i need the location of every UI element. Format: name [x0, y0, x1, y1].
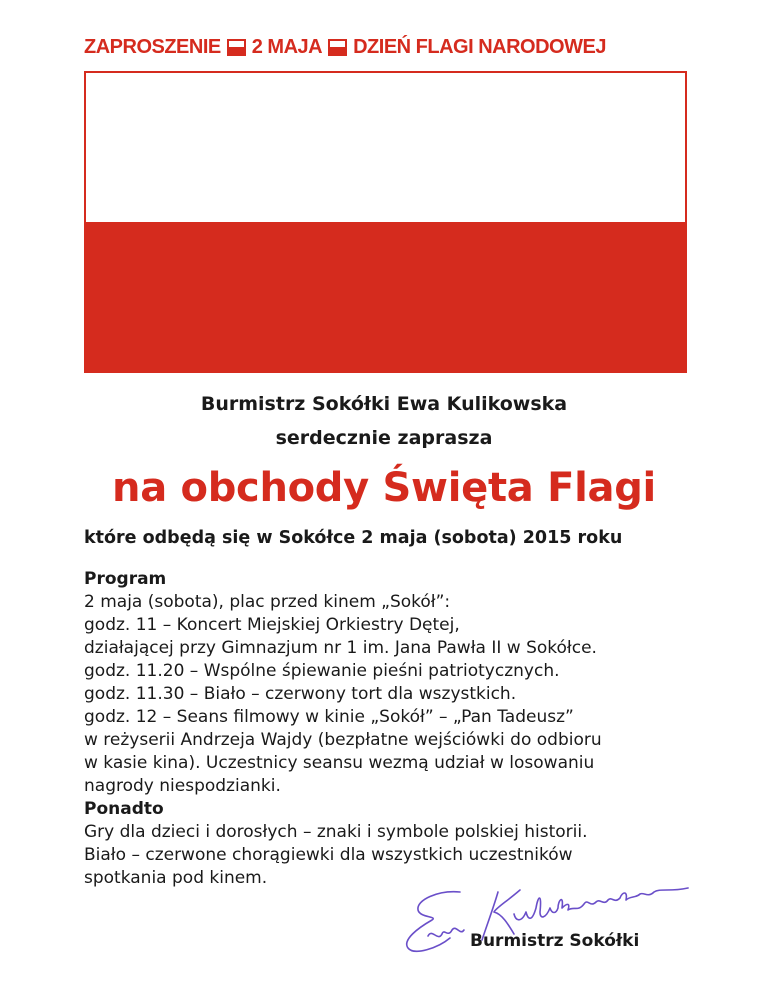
- program-line: działającej przy Gimnazjum nr 1 im. Jana Pawła II w Sokółce.: [84, 638, 597, 658]
- program-line: godz. 11 – Koncert Miejskiej Orkiestry Dętej,: [84, 615, 460, 635]
- flag-icon: [227, 39, 246, 56]
- program-line: godz. 11.30 – Biało – czerwony tort dla wszystkich.: [84, 684, 517, 704]
- event-title: na obchody Święta Flagi: [112, 465, 656, 511]
- header-invitation-label: ZAPROSZENIE: [84, 35, 221, 58]
- program-line: 2 maja (sobota), plac przed kinem „Sokół”:: [84, 592, 451, 612]
- program-line: nagrody niespodzianki.: [84, 776, 281, 796]
- host-name: Burmistrz Sokółki Ewa Kulikowska: [200, 393, 568, 415]
- program-line: w reżyserii Andrzeja Wajdy (bezpłatne wejściówki do odbioru: [84, 730, 602, 750]
- program-line: w kasie kina). Uczestnicy seansu wezmą udział w losowaniu: [84, 753, 595, 773]
- program-line: godz. 11.20 – Wspólne śpiewanie pieśni patriotycznych.: [84, 661, 560, 681]
- program-line: Biało – czerwone chorągiewki dla wszystkich uczestników: [84, 845, 573, 865]
- program-line: spotkania pod kinem.: [84, 868, 268, 888]
- program-line: Gry dla dzieci i dorosłych – znaki i symbole polskiej historii.: [84, 822, 588, 842]
- program-heading: Ponadto: [84, 799, 164, 819]
- header-occasion-label: DZIEŃ FLAGI NARODOWEJ: [353, 35, 606, 58]
- program-line: godz. 12 – Seans filmowy w kinie „Sokół” – „Pan Tadeusz”: [84, 707, 574, 727]
- host-invitation-text: serdecznie zaprasza: [275, 427, 493, 449]
- header-date-label: 2 MAJA: [251, 35, 323, 58]
- program-heading: Program: [84, 569, 167, 589]
- invitation-header: [84, 30, 704, 64]
- signature-title: Burmistrz Sokółki: [470, 931, 640, 951]
- event-date-line: które odbędą się w Sokółce 2 maja (sobota) 2015 roku: [84, 528, 623, 548]
- flag-icon: [328, 39, 347, 56]
- flag-red-stripe: [86, 222, 685, 371]
- flag-white-stripe: [86, 73, 685, 222]
- program-section: [84, 568, 724, 890]
- polish-flag-image: [84, 71, 687, 373]
